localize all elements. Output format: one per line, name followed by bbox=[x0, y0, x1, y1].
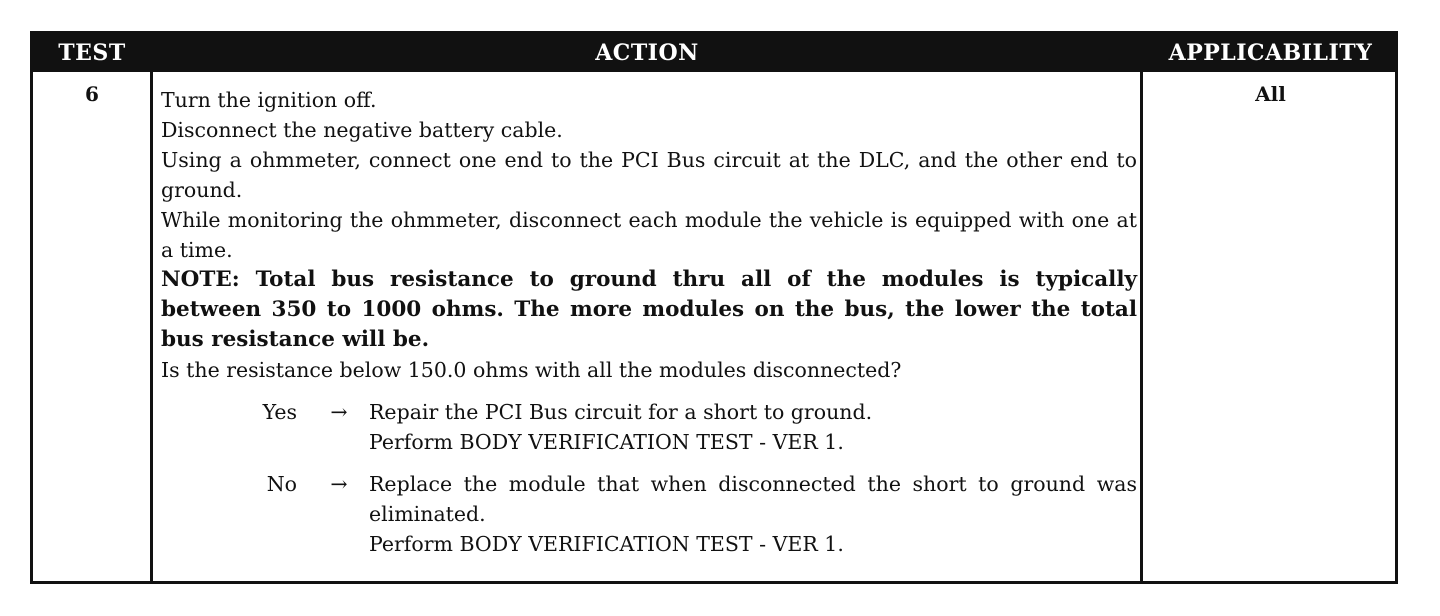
question-text: Is the resistance below 150.0 ohms with all the modules disconnected? bbox=[161, 358, 902, 382]
header-applicability: APPLICABILITY bbox=[1168, 40, 1373, 66]
answer-no-label: No bbox=[266, 472, 297, 496]
arrow-right-icon: → bbox=[330, 400, 348, 424]
column-divider-applicability bbox=[1140, 72, 1143, 581]
answer-line: Repair the PCI Bus circuit for a short to ground. bbox=[369, 400, 873, 424]
table-header bbox=[33, 34, 1395, 72]
applicability-value: All bbox=[1255, 82, 1286, 106]
answer-no-text bbox=[369, 469, 1137, 559]
step-text: While monitoring the ohmmeter, disconnect each module the vehicle is equipped with one at a time. bbox=[161, 208, 1137, 262]
diagnostic-table bbox=[30, 31, 1398, 584]
action-cell bbox=[161, 85, 1137, 559]
step-text: Turn the ignition off. bbox=[161, 88, 377, 112]
answer-yes bbox=[161, 397, 1137, 457]
header-test: TEST bbox=[58, 40, 126, 66]
answer-line: Perform BODY VERIFICATION TEST - VER 1. bbox=[369, 532, 844, 556]
note-text: NOTE: Total bus resistance to ground thru all of the modules is typically between 350 to 1000 ohms. The more modules on the bus, the lower the total bus resistance will be. bbox=[161, 267, 1137, 352]
answer-yes-label: Yes bbox=[262, 400, 297, 424]
answer-no bbox=[161, 469, 1137, 559]
header-action: ACTION bbox=[595, 40, 699, 66]
step-text: Disconnect the negative battery cable. bbox=[161, 118, 563, 142]
answer-line: Replace the module that when disconnected the short to ground was eliminated. bbox=[369, 472, 1137, 526]
test-number: 6 bbox=[85, 82, 99, 106]
arrow-right-icon: → bbox=[330, 472, 348, 496]
column-divider-test bbox=[150, 72, 153, 581]
answer-line: Perform BODY VERIFICATION TEST - VER 1. bbox=[369, 430, 844, 454]
step-text: Using a ohmmeter, connect one end to the PCI Bus circuit at the DLC, and the other end to ground. bbox=[161, 148, 1137, 202]
answer-yes-text bbox=[369, 397, 1137, 457]
